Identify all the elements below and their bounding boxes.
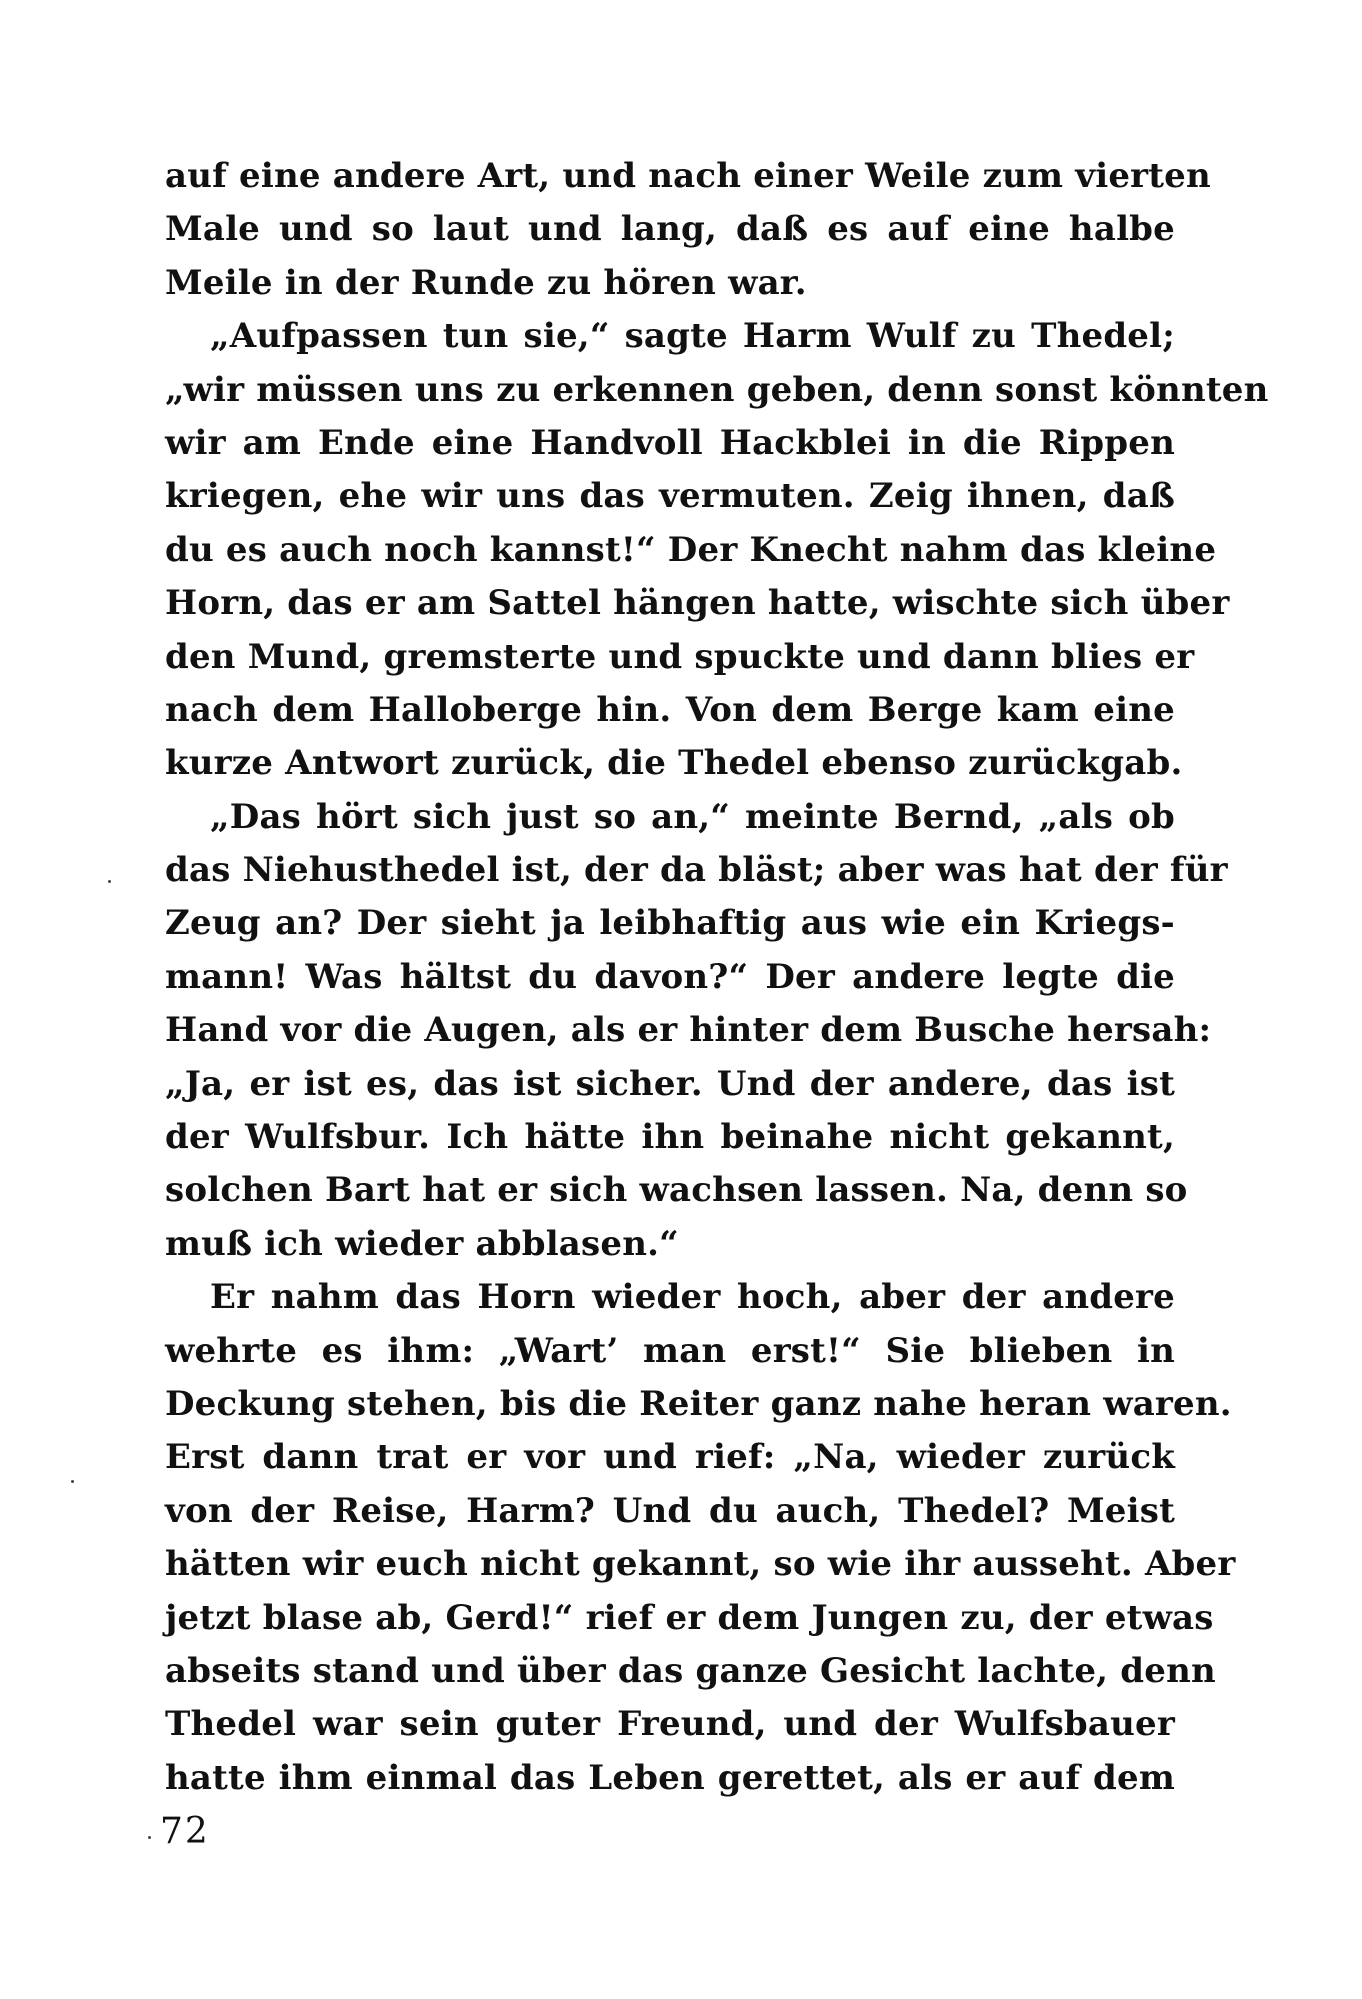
text-line: Thedel war sein guter Freund, und der Wulfsbauer xyxy=(165,1704,1175,1745)
paragraph-2 xyxy=(165,310,1269,791)
text-line: Er nahm das Horn wieder hoch, aber der andere xyxy=(210,1277,1175,1318)
text-line: kurze Antwort zurück, die Thedel ebenso zurückgab. xyxy=(165,743,1183,784)
text-line: Hand vor die Augen, als er hinter dem Busche hersah: xyxy=(165,1010,1212,1051)
text-line: „Aufpassen tun sie,“ sagte Harm Wulf zu Thedel; xyxy=(210,316,1175,357)
text-line: jetzt blase ab, Gerd!“ rief er dem Jungen zu, der etwas xyxy=(165,1597,1214,1638)
paper-speck xyxy=(148,1836,151,1839)
text-line: mann! Was hältst du davon?“ Der andere legte die xyxy=(165,956,1175,997)
text-line: auf eine andere Art, und nach einer Weile zum vierten xyxy=(165,156,1211,196)
text-line: Zeug an? Der sieht ja leibhaftig aus wie ein Kriegs- xyxy=(165,903,1175,944)
paragraph-4 xyxy=(165,1271,1236,1805)
page-number: 72 xyxy=(160,1811,210,1852)
text-line: „Das hört sich just so an,“ meinte Bernd, „als ob xyxy=(210,796,1175,837)
text-line: hätten wir euch nicht gekannt, so wie ihr ausseht. Aber xyxy=(165,1544,1236,1585)
paragraph-3 xyxy=(165,791,1228,1272)
text-line: hatte ihm einmal das Leben gerettet, als er auf dem xyxy=(165,1757,1175,1798)
text-line: Erst dann trat er vor und rief: „Na, wieder zurück xyxy=(165,1437,1175,1478)
text-line: nach dem Halloberge hin. Von dem Berge kam eine xyxy=(165,689,1175,730)
text-line: der Wulfsbur. Ich hätte ihn beinahe nicht gekannt, xyxy=(165,1117,1175,1158)
text-line: Meile in der Runde zu hören war. xyxy=(165,262,807,303)
paper-speck xyxy=(108,880,111,883)
text-line: Horn, das er am Sattel hängen hatte, wischte sich über xyxy=(165,583,1230,624)
paper-speck xyxy=(71,1480,74,1483)
text-line: den Mund, gremsterte und spuckte und dann blies er xyxy=(165,636,1195,677)
paragraph-1 xyxy=(165,150,1211,310)
text-line: das Niehusthedel ist, der da bläst; aber was hat der für xyxy=(165,850,1228,891)
text-line: „Ja, er ist es, das ist sicher. Und der andere, das ist xyxy=(165,1063,1175,1104)
text-line: muß ich wieder abblasen.“ xyxy=(165,1223,679,1264)
text-line: abseits stand und über das ganze Gesicht lachte, denn xyxy=(165,1650,1216,1691)
text-line: du es auch noch kannst!“ Der Knecht nahm das kleine xyxy=(165,529,1217,570)
text-line: von der Reise, Harm? Und du auch, Thedel? Meist xyxy=(165,1490,1175,1531)
text-line: solchen Bart hat er sich wachsen lassen. Na, denn so xyxy=(165,1170,1188,1211)
text-line: Deckung stehen, bis die Reiter ganz nahe heran waren. xyxy=(165,1383,1232,1424)
text-line: Male und so laut und lang, daß es auf eine halbe xyxy=(165,209,1175,250)
text-line: wir am Ende eine Handvoll Hackblei in die Rippen xyxy=(165,422,1175,463)
body-text xyxy=(165,150,1269,1805)
text-line: kriegen, ehe wir uns das vermuten. Zeig ihnen, daß xyxy=(165,476,1175,517)
text-line: wehrte es ihm: „Wart’ man erst!“ Sie blieben in xyxy=(165,1330,1175,1371)
text-line: „wir müssen uns zu erkennen geben, denn sonst könnten xyxy=(165,369,1269,410)
